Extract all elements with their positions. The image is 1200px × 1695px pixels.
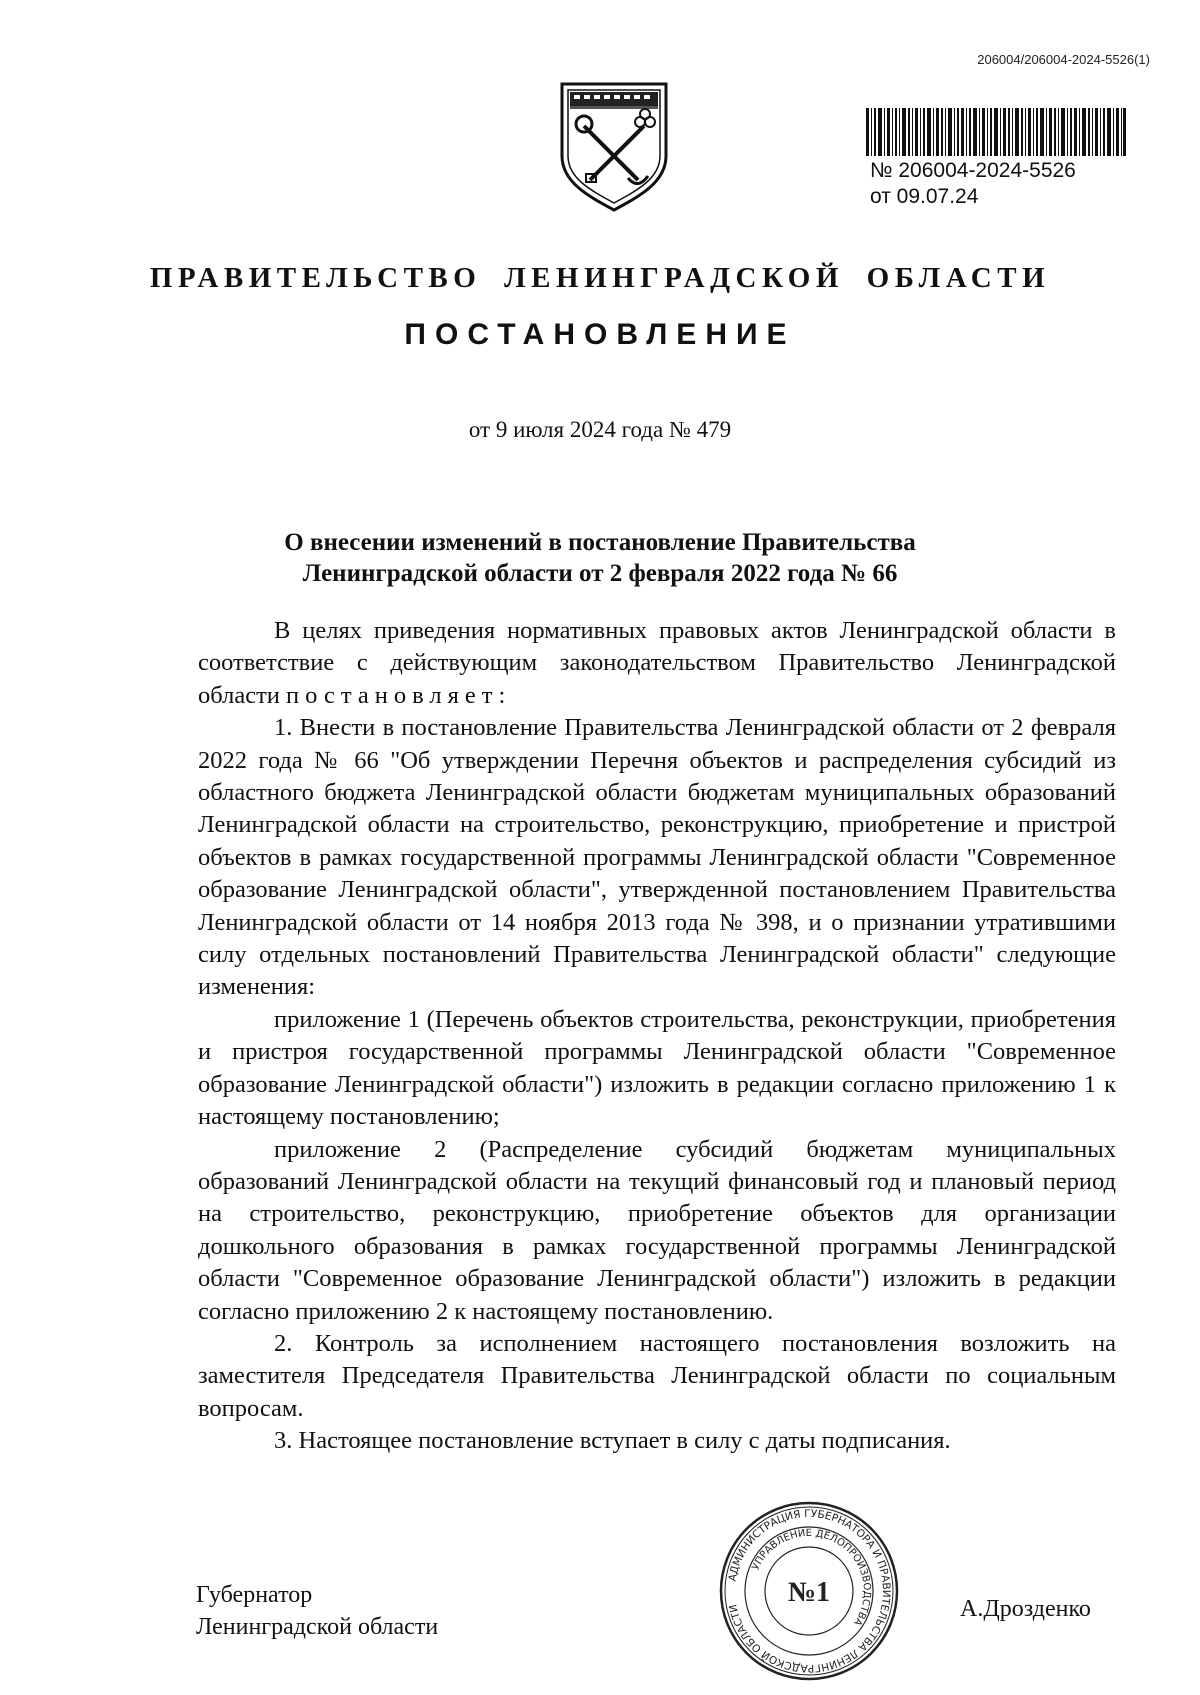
position-line-2: Ленинградской области xyxy=(196,1614,439,1640)
subject-line-2: Ленинградской области от 2 февраля 2022 года № 66 xyxy=(302,560,898,587)
item-1-paragraph: 1. Внести в постановление Правительства Ленинградской области от 2 февраля 2022 года № 66 "Об утверждении Перечня объектов и распределения субсидий из областного бюджета Ленинградской области бюджетам муниципальных образований Ленинградской области на строительство, реконструкцию, приобретение и пристрой объектов в рамках государственной программы Ленинградской области "Современное образование Ленинградской области", утвержденной постановлением Правительства Ленинградской области от 14 ноября 2013 года № 398, и о признании утратившими силу отдельных постановлений Правительства Ленинградской области" следующие изменения: xyxy=(198,714,1116,1001)
decree-body xyxy=(198,615,1116,1458)
annex-1-paragraph: приложение 1 (Перечень объектов строительства, реконструкции, приобретения и пристроя государственной программы Ленинградской области "Современное образование Ленинградской области") изложить в редакции согласно приложению 1 к настоящему постановлению; xyxy=(198,1005,1116,1131)
preamble-keyword: постановляет: xyxy=(286,681,512,709)
item-2-paragraph: 2. Контроль за исполнением настоящего постановления возложить на заместителя Председателя Правительства Ленинградской области по социальным вопросам. xyxy=(198,1329,1116,1422)
stamp-inner-path: УПРАВЛЕНИЕ ДЕЛОПРОИЗВОДСТВА xyxy=(750,1527,873,1628)
registration-block xyxy=(870,158,1076,210)
document-id: 206004/206004-2024-5526(1) xyxy=(977,52,1150,67)
signatory-position xyxy=(196,1579,438,1643)
annex-2-paragraph: приложение 2 (Распределение субсидий бюджетам муниципальных образований Ленинградской области на текущий финансовый год и плановый период на строительство, реконструкцию, приобретение объектов для организации дошкольного образования в рамках государственной программы Ленинградской области "Современное образование Ленинградской области") изложить в редакции согласно приложению 2 к настоящему постановлению. xyxy=(198,1135,1116,1325)
signatory-name: А.Дрозденко xyxy=(960,1596,1091,1622)
stamp-number: №1 xyxy=(787,1577,831,1608)
subject-line-1: О внесении изменений в постановление Правительства xyxy=(284,529,916,556)
position-line-1: Губернатор xyxy=(196,1582,313,1608)
official-stamp xyxy=(718,1500,900,1682)
decree-title: ПОСТАНОВЛЕНИЕ xyxy=(404,318,796,351)
registration-number: № 206004-2024-5526 xyxy=(870,159,1076,182)
decree-date-number: от 9 июля 2024 года № 479 xyxy=(468,417,732,442)
preamble-paragraph xyxy=(198,615,1116,712)
decree-subject xyxy=(0,527,1200,589)
government-title: ПРАВИТЕЛЬСТВО ЛЕНИНГРАДСКОЙ ОБЛАСТИ xyxy=(149,262,1051,294)
stamp-outer-text: АДМИНИСТРАЦИЯ ГУБЕРНАТОРА И ПРАВИТЕЛЬСТВА ЛЕНИНГРАДСКОЙ ОБЛАСТИ xyxy=(726,1507,893,1675)
coat-of-arms-emblem xyxy=(558,78,670,214)
registration-date: от 09.07.24 xyxy=(870,185,979,208)
preamble-text: В целях приведения нормативных правовых актов Ленинградской области в соответствие с действующим законодательством Правительство Ленинградской области xyxy=(198,617,1116,709)
barcode xyxy=(866,108,1126,156)
item-3-paragraph: 3. Настоящее постановление вступает в силу с даты подписания. xyxy=(274,1427,951,1455)
